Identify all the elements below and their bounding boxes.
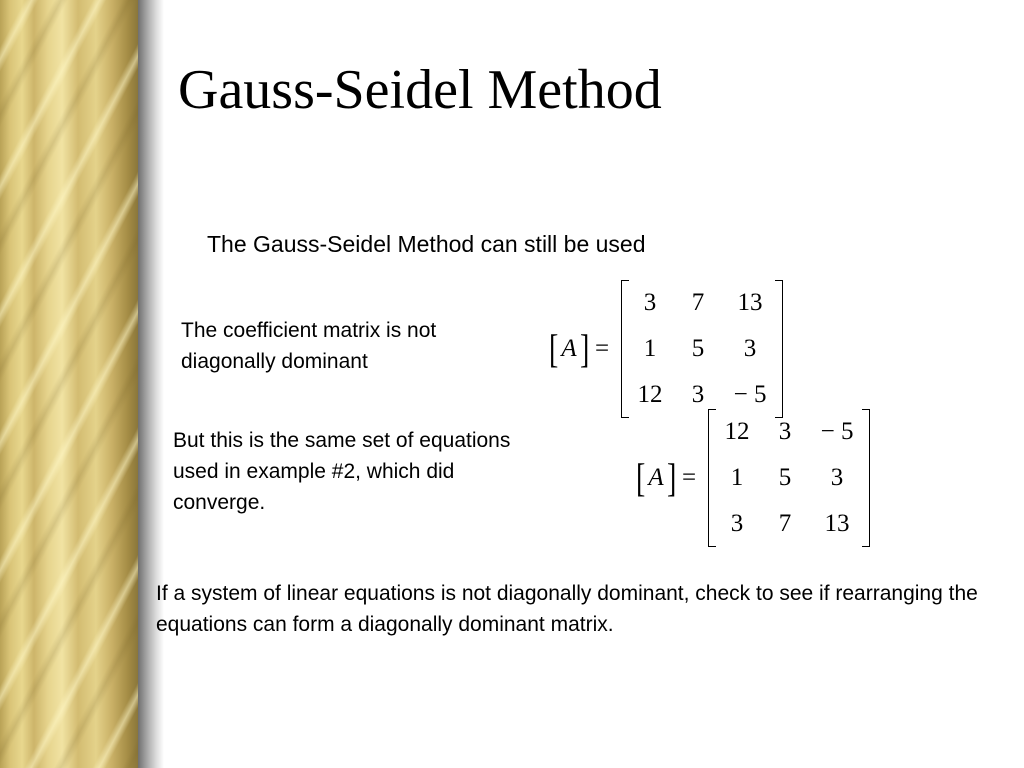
matrix-variable: A <box>648 464 664 491</box>
left-square-bracket: [ <box>635 455 646 500</box>
coefficient-matrix-original <box>621 280 783 418</box>
matrix-cell: 5 <box>691 335 705 362</box>
matrix-cell: 1 <box>643 335 657 362</box>
matrix-cell: 3 <box>778 418 792 445</box>
matrix-variable: A <box>561 335 577 362</box>
matrix-cell: 12 <box>637 381 663 408</box>
slide-title: Gauss-Seidel Method <box>178 59 662 121</box>
note-not-dominant: The coefficient matrix is not diagonally dominant <box>181 319 437 373</box>
matrix-cell: 7 <box>778 510 792 537</box>
matrix-cell: − 5 <box>733 381 767 408</box>
matrix-cell: 5 <box>778 464 792 491</box>
matrix-cell: 1 <box>730 464 744 491</box>
left-square-bracket: [ <box>548 326 559 371</box>
matrix-cell: 13 <box>824 510 850 537</box>
matrix-equation-rearranged <box>634 409 870 547</box>
right-square-bracket: ] <box>666 455 676 500</box>
equals-sign: = <box>681 464 697 491</box>
matrix-cell: 3 <box>643 289 657 316</box>
matrix-cell: − 5 <box>820 418 854 445</box>
pillar-shadow <box>138 0 164 768</box>
conclusion-text: If a system of linear equations is not diagonally dominant, check to see if rearranging the equations can form a diagonally dominant matrix. <box>156 582 978 636</box>
decorative-pillar <box>0 0 138 768</box>
matrix-equation-original <box>547 280 783 418</box>
matrix-cell: 12 <box>724 418 750 445</box>
matrix-cell: 3 <box>691 381 705 408</box>
matrix-lhs <box>634 455 702 500</box>
matrix-cell: 13 <box>737 289 763 316</box>
equals-sign: = <box>594 335 610 362</box>
right-square-bracket: ] <box>579 326 589 371</box>
matrix-cell: 3 <box>730 510 744 537</box>
matrix-cell: 3 <box>743 335 757 362</box>
slide-subtitle: The Gauss-Seidel Method can still be used <box>207 231 646 257</box>
matrix-cell: 7 <box>691 289 705 316</box>
note-same-set: But this is the same set of equations used in example #2, which did converge. <box>173 429 511 514</box>
coefficient-matrix-rearranged <box>708 409 870 547</box>
matrix-cell: 3 <box>830 464 844 491</box>
matrix-lhs <box>547 326 615 371</box>
